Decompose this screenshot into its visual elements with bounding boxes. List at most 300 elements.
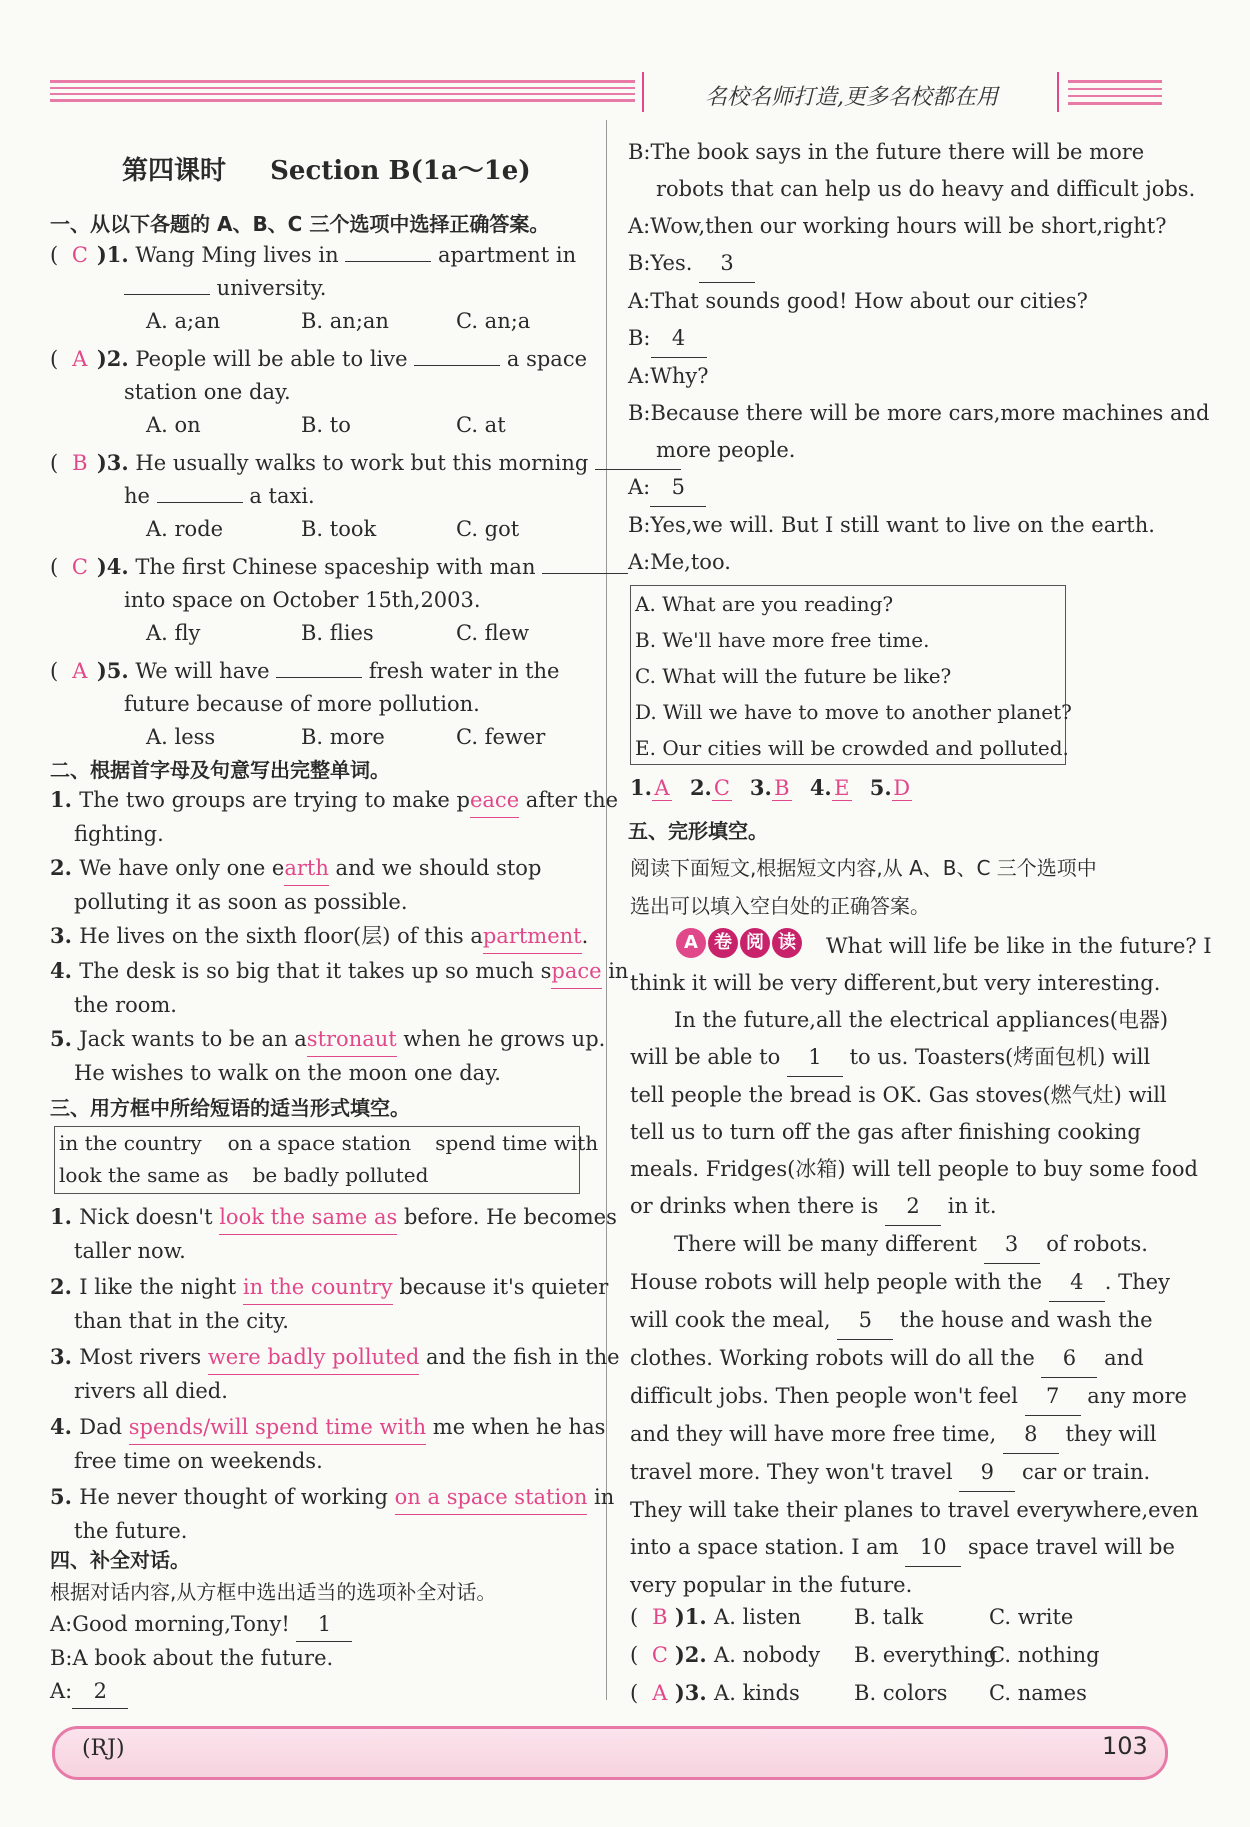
mc-line (50, 654, 590, 688)
answer-letter: D (893, 776, 911, 800)
blank (414, 365, 500, 366)
fill-number: 4. (50, 958, 80, 983)
speaker: A: (50, 1612, 73, 1636)
answer-item (690, 775, 732, 800)
phrase-number: 2. (50, 1274, 80, 1299)
dialogue-line (628, 283, 1168, 320)
mc-item (50, 550, 590, 650)
cloze-number: )2. (674, 1642, 715, 1667)
part2-heading: 二、根据首字母及句意写出完整单词。 (50, 758, 390, 782)
part1-list (50, 238, 596, 758)
mc-option: C. fewer (456, 725, 546, 749)
part5-intro-2: 选出可以填入空白处的正确答案。 (630, 894, 930, 918)
passage-text: clothes. Working robots will do all the (630, 1346, 1042, 1370)
passage-text: What will life be like in the future? I (826, 934, 1212, 958)
mc-stem: apartment in (431, 243, 577, 267)
fill-text: in (601, 959, 629, 983)
fill-line (50, 954, 629, 989)
mc-number: )1. (96, 242, 129, 267)
dialogue-line (628, 134, 1168, 171)
paren-open: ( (630, 1643, 645, 1667)
phrase-item (50, 1480, 615, 1548)
blank: 6 (1041, 1340, 1097, 1378)
blank: 9 (959, 1454, 1015, 1492)
passage-line (630, 1454, 1170, 1492)
phrase-item (50, 1340, 620, 1408)
footer-bar (52, 1726, 1168, 1780)
part4-heading: 四、补全对话。 (50, 1548, 190, 1572)
fill-line: polluting it as soon as possible. (74, 890, 408, 914)
mc-stem: university. (210, 276, 327, 300)
dialogue-line (628, 320, 1168, 358)
speaker: B: (628, 326, 651, 350)
mc-option: C. at (456, 413, 506, 437)
passage-text: of robots. (1039, 1232, 1148, 1256)
speaker: B: (50, 1646, 73, 1670)
mc-number: )2. (96, 346, 129, 371)
phrase-text: because it's quieter (392, 1275, 609, 1299)
mc-stem: The first Chinese spaceship with man (128, 555, 543, 579)
part5-heading: 五、完形填空。 (628, 819, 768, 843)
mc-option: B. to (301, 413, 351, 437)
passage-line (630, 1302, 1170, 1340)
phrase-answer: spends/will spend time with (129, 1411, 426, 1445)
fill-line: the room. (74, 993, 177, 1017)
blank: 7 (1025, 1378, 1081, 1416)
passage-text: they will (1058, 1422, 1157, 1446)
passage-line (630, 1188, 1170, 1226)
answer-letter: A (652, 776, 672, 801)
cloze-option: C. nothing (989, 1643, 1100, 1667)
dialogue-line (628, 171, 1196, 208)
mc-line (50, 272, 590, 305)
mc-stem: future because of more pollution. (124, 692, 480, 716)
fill-answer: partment (483, 920, 582, 954)
speaker: A: (628, 289, 651, 313)
header-divider (642, 72, 644, 112)
speaker: A: (628, 214, 651, 238)
part4-intro: 根据对话内容,从方框中选出适当的选项补全对话。 (50, 1580, 497, 1604)
phrase-line (50, 1480, 615, 1515)
dialogue-line (628, 208, 1168, 245)
cloze-answer: A (652, 1681, 668, 1705)
speaker: B: (628, 401, 651, 425)
speaker: B: (628, 251, 651, 275)
answer-item (630, 775, 672, 800)
blank: 8 (1003, 1416, 1059, 1454)
fill-answer: arth (284, 852, 329, 886)
mc-answer: A (72, 659, 88, 683)
phrase-line (50, 1270, 609, 1305)
paren-open: ( (630, 1681, 645, 1705)
fill-text: We have only one e (79, 856, 285, 880)
dialogue-text: more people. (656, 438, 796, 462)
passage-line (630, 1226, 1170, 1264)
blank: 10 (905, 1529, 961, 1567)
passage-line (630, 1151, 1198, 1188)
cloze-choices (630, 1598, 1170, 1712)
passage-text: in it. (941, 1194, 997, 1218)
blank (157, 502, 243, 503)
blank (124, 294, 210, 295)
fill-number: 5. (50, 1026, 80, 1051)
dialogue-text: Good morning,Tony! (72, 1612, 297, 1636)
cloze-option: B. everything (854, 1643, 998, 1667)
mc-line (50, 446, 596, 480)
lesson-title-cn: 第四课时 (122, 156, 227, 186)
phrase: on a space station (227, 1131, 412, 1155)
header-divider-right (1057, 72, 1059, 112)
passage-line (630, 1039, 1170, 1077)
phrase-line (50, 1200, 617, 1235)
mc-answer: A (72, 347, 88, 371)
phrase-number: 4. (50, 1414, 80, 1439)
phrase-line: than that in the city. (74, 1309, 289, 1333)
fill-line (50, 919, 590, 954)
fill-item (50, 851, 590, 919)
blank: 4 (1049, 1264, 1105, 1302)
mc-option: B. an;an (301, 309, 389, 333)
passage-text: any more (1080, 1384, 1187, 1408)
speaker: A: (50, 1679, 73, 1703)
phrase: in the country (59, 1131, 202, 1155)
dialogue-text: A book about the future. (72, 1646, 334, 1670)
fill-text: The two groups are trying to make p (79, 788, 470, 812)
passage-text: meals. Fridges(冰箱) will tell people to buy some food (630, 1157, 1198, 1181)
phrase-number: 5. (50, 1484, 80, 1509)
mc-option: A. fly (146, 621, 201, 645)
blank (345, 261, 431, 262)
mc-number: )4. (96, 554, 129, 579)
paren-open: ( (50, 451, 65, 475)
phrase-text: Nick doesn't (79, 1205, 220, 1229)
speaker: A: (628, 364, 651, 388)
dialogue-option: E. Our cities will be crowded and polluted. (635, 736, 1069, 760)
cloze-option: C. write (989, 1605, 1074, 1629)
phrase-item (50, 1200, 617, 1268)
mc-answer: C (71, 243, 88, 267)
paren-open: ( (50, 555, 65, 579)
fill-line: fighting. (74, 822, 164, 846)
mc-option: C. flew (456, 621, 530, 645)
fill-text: when he grows up. (396, 1027, 606, 1051)
mc-number: )5. (96, 658, 129, 683)
cloze-choice (630, 1636, 1170, 1674)
blank: 3 (984, 1226, 1040, 1264)
passage-text: car or train. (1015, 1460, 1151, 1484)
header-rule-right (1068, 80, 1162, 110)
mc-options (50, 513, 590, 546)
mc-option: A. a;an (146, 309, 221, 333)
mc-line (50, 480, 590, 513)
passage-text: They will take their planes to travel everywhere,even (630, 1498, 1199, 1522)
paren-open: ( (50, 347, 65, 371)
mc-line (50, 342, 590, 376)
dialogue-text: Why? (650, 364, 709, 388)
mc-answer: C (71, 555, 88, 579)
mc-line (50, 550, 590, 584)
dialogue-option: C. What will the future be like? (635, 664, 952, 688)
part3-list (50, 1200, 620, 1550)
fill-text: . (581, 924, 589, 948)
passage-line (630, 1378, 1187, 1416)
speaker: A: (628, 550, 651, 574)
blank: 2 (72, 1675, 128, 1709)
blank: 1 (296, 1608, 352, 1642)
phrase: spend time with (435, 1131, 599, 1155)
mc-stem: fresh water in the (362, 659, 560, 683)
passage-line (630, 965, 1170, 1002)
fill-answer: pace (551, 955, 601, 989)
answer-number: 4. (809, 775, 832, 800)
phrase-answer: look the same as (219, 1201, 397, 1235)
dialogue-line (628, 358, 1168, 395)
cloze-choice (630, 1598, 1170, 1636)
mc-number: )3. (96, 450, 129, 475)
speaker: B: (628, 140, 651, 164)
fill-text: Jack wants to be an a (79, 1027, 307, 1051)
blank (276, 677, 362, 678)
mc-item (50, 446, 596, 546)
passage-line (630, 1492, 1199, 1529)
mc-stem: People will be able to live (128, 347, 415, 371)
phrase-line: rivers all died. (74, 1379, 228, 1403)
part5-intro-1: 阅读下面短文,根据短文内容,从 A、B、C 三个选项中 (630, 856, 1097, 880)
fill-text: after the (519, 788, 619, 812)
cloze-answer: B (652, 1605, 668, 1629)
fill-answer: eace (470, 784, 519, 818)
page-number: 103 (1102, 1732, 1148, 1760)
cloze-option: A. nobody (714, 1643, 821, 1667)
phrase-line: free time on weekends. (74, 1449, 323, 1473)
blank: 5 (837, 1302, 893, 1340)
passage-line (630, 928, 1212, 965)
badge-char: 阅 (740, 928, 770, 958)
phrase-line: the future. (74, 1519, 188, 1543)
phrase-line (50, 1410, 606, 1445)
fill-number: 1. (50, 787, 80, 812)
mc-stem: he (124, 484, 157, 508)
part1-heading: 一、从以下各题的 A、B、C 三个选项中选择正确答案。 (50, 212, 550, 236)
mc-option: C. an;a (456, 309, 531, 333)
mc-options (50, 409, 590, 442)
passage-text: tell us to turn off the gas after finishing cooking (630, 1120, 1141, 1144)
passage-text: and (1097, 1346, 1144, 1370)
cloze-choice (630, 1674, 1170, 1712)
passage-line (630, 1340, 1170, 1378)
phrase-item (50, 1410, 606, 1478)
passage-text: travel more. They won't travel (630, 1460, 960, 1484)
blank: 3 (699, 245, 755, 283)
mc-options (50, 617, 590, 650)
paren-open: ( (630, 1605, 645, 1629)
answer-number: 1. (630, 775, 652, 800)
mc-option: B. took (301, 517, 377, 541)
dialogue-option: A. What are you reading? (635, 592, 894, 616)
cloze-option: A. listen (714, 1605, 802, 1629)
mc-option: C. got (456, 517, 520, 541)
passage-text: difficult jobs. Then people won't feel (630, 1384, 1025, 1408)
footer-edition: (RJ) (82, 1736, 125, 1761)
dialogue-option: D. Will we have to move to another planet? (635, 700, 1072, 724)
dialogue-line (50, 1675, 590, 1709)
speaker: B: (628, 513, 651, 537)
blank (542, 573, 628, 574)
mc-option: A. on (146, 413, 201, 437)
phrase-number: 1. (50, 1204, 80, 1229)
passage-text: There will be many different (674, 1232, 984, 1256)
answer-item (810, 775, 852, 800)
mc-option: A. rode (146, 517, 224, 541)
passage-text: think it will be very different,but very interesting. (630, 971, 1161, 995)
mc-stem: station one day. (124, 380, 291, 404)
dialogue-line (628, 432, 1168, 469)
passage-text: House robots will help people with the (630, 1270, 1049, 1294)
passage-text: or drinks when there is (630, 1194, 886, 1218)
mc-options (50, 721, 590, 754)
header-rule-left (50, 78, 635, 108)
badge-char: 读 (772, 928, 802, 958)
phrase-answer: on a space station (395, 1481, 588, 1515)
mc-stem: into space on October 15th,2003. (124, 588, 481, 612)
phrase-text: Dad (79, 1415, 129, 1439)
passage-text: into a space station. I am (630, 1535, 906, 1559)
mc-stem: He usually walks to work but this morning (128, 451, 596, 475)
cloze-option: B. colors (854, 1681, 948, 1705)
fill-text: and we should stop (328, 856, 542, 880)
fill-item (50, 1022, 606, 1090)
part4-answers (630, 775, 930, 801)
blank: 4 (651, 320, 707, 358)
dialogue-text: That sounds good! How about our cities? (650, 289, 1088, 313)
passage-text: tell people the bread is OK. Gas stoves(燃气灶) will (630, 1083, 1167, 1107)
answer-item (870, 775, 912, 800)
mc-stem: We will have (128, 659, 277, 683)
answer-letter: C (713, 776, 730, 800)
phrase-box (54, 1126, 599, 1194)
fill-line (50, 851, 590, 886)
mc-option: A. less (146, 725, 216, 749)
header-slogan: 名校名师打造,更多名校都在用 (705, 85, 998, 110)
dialogue-line (50, 1608, 590, 1642)
cloze-option: B. talk (854, 1605, 924, 1629)
passage-text: the house and wash the (893, 1308, 1153, 1332)
dialogue-text: Me,too. (650, 550, 731, 574)
dialogue-right (628, 134, 1210, 581)
passage-line (630, 1416, 1170, 1454)
dialogue-text: The book says in the future there will be more (650, 140, 1145, 164)
phrase-text: I like the night (79, 1275, 243, 1299)
dialogue-text: Wow,then our working hours will be short,right? (650, 214, 1167, 238)
mc-stem: a taxi. (242, 484, 315, 508)
passage-line (630, 1529, 1175, 1567)
passage-line (630, 1264, 1170, 1302)
paren-open: ( (50, 243, 65, 267)
dialogue-text: robots that can help us do heavy and difficult jobs. (656, 177, 1196, 201)
part2-list (50, 783, 629, 1090)
speaker: A: (628, 475, 651, 499)
dialogue-text: Because there will be more cars,more machines and (650, 401, 1210, 425)
fill-answer: stronaut (307, 1023, 397, 1057)
fill-item (50, 919, 590, 954)
options-box (630, 585, 1072, 765)
dialogue-line (628, 507, 1168, 544)
fill-line: He wishes to walk on the moon one day. (74, 1061, 501, 1085)
phrase-text: He never thought of working (79, 1485, 395, 1509)
phrase-answer: in the country (243, 1271, 393, 1305)
mc-option: B. flies (301, 621, 374, 645)
mc-line (50, 238, 590, 272)
fill-item (50, 783, 619, 851)
phrase-line: taller now. (74, 1239, 186, 1263)
passage-text: to us. Toasters(烤面包机) will (842, 1045, 1151, 1069)
cloze-option: C. names (989, 1681, 1087, 1705)
blank: 1 (787, 1039, 843, 1077)
passage-text: will cook the meal, (630, 1308, 838, 1332)
lesson-title-en: Section B(1a～1e) (270, 156, 531, 186)
passage-line (630, 1077, 1170, 1114)
fill-line (50, 783, 619, 818)
phrase: be badly polluted (252, 1163, 429, 1187)
dialogue-text: Yes. (650, 251, 700, 275)
blank: 2 (885, 1188, 941, 1226)
phrase-line (50, 1340, 620, 1375)
answer-letter: E (832, 776, 852, 801)
fill-text: He lives on the sixth floor(层) of this a (79, 924, 483, 948)
dialogue-line (50, 1642, 590, 1675)
mc-stem: Wang Ming lives in (128, 243, 346, 267)
passage-text: . They (1104, 1270, 1170, 1294)
badge-char: 卷 (708, 928, 738, 958)
fill-line (50, 1022, 606, 1057)
answer-number: 3. (749, 775, 772, 800)
dialogue-line (628, 245, 1168, 283)
passage-line (630, 1002, 1170, 1039)
blank: 5 (650, 469, 706, 507)
phrase-text: and the fish in the (419, 1345, 620, 1369)
fill-text: The desk is so big that it takes up so much s (79, 959, 552, 983)
mc-item (50, 238, 590, 338)
mc-answer: B (72, 451, 88, 475)
answer-number: 2. (689, 775, 712, 800)
cloze-number: )1. (674, 1604, 715, 1629)
answer-item (750, 775, 792, 800)
dialogue-line (628, 469, 1168, 507)
phrase-text: Most rivers (79, 1345, 208, 1369)
passage-text: will be able to (630, 1045, 787, 1069)
dialogue-text: Yes,we will. But I still want to live on the earth. (650, 513, 1155, 537)
cloze-answer: C (651, 1643, 668, 1667)
mc-line (50, 584, 590, 617)
column-divider (606, 120, 607, 1700)
passage-line (630, 1114, 1170, 1151)
cloze-number: )3. (674, 1680, 715, 1705)
passage-text: In the future,all the electrical appliances(电器) (674, 1008, 1169, 1032)
paren-open: ( (50, 659, 65, 683)
answer-letter: B (772, 776, 792, 801)
badge-char: A (676, 928, 706, 958)
mc-item (50, 342, 590, 442)
phrase-answer: were badly polluted (208, 1341, 420, 1375)
passage-text: space travel will be (961, 1535, 1175, 1559)
dialogue-line (628, 544, 1168, 581)
dialogue-left (50, 1608, 590, 1709)
mc-line (50, 688, 590, 721)
phrase-text: before. He becomes (397, 1205, 617, 1229)
passage-text: very popular in the future. (630, 1573, 913, 1597)
phrase-number: 3. (50, 1344, 80, 1369)
phrase: look the same as (59, 1163, 229, 1187)
